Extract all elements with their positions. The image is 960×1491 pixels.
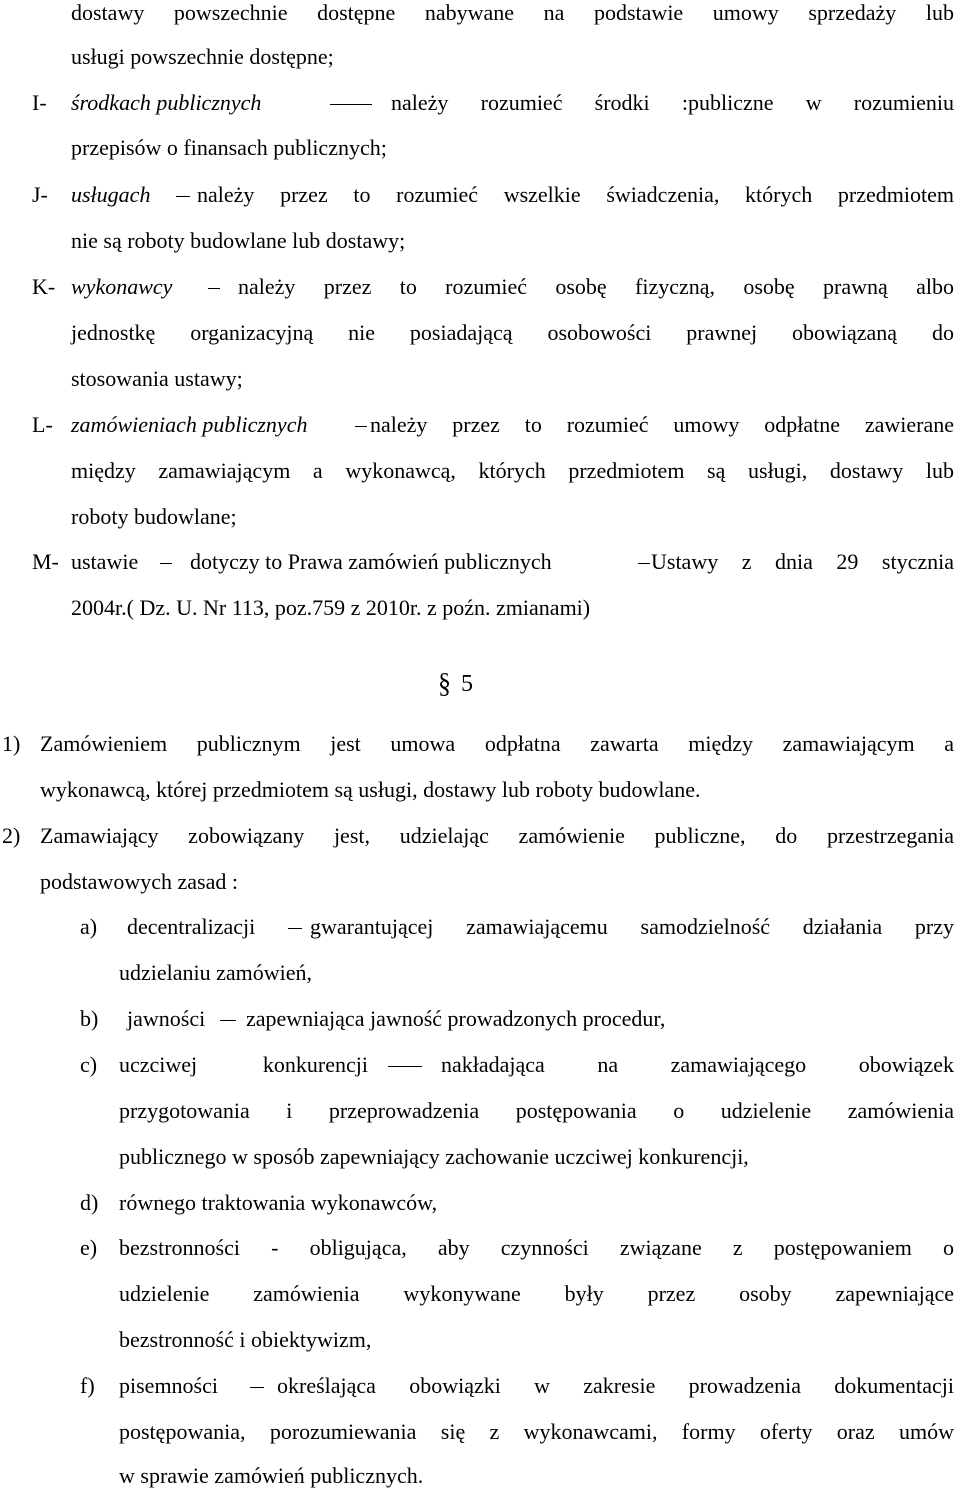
item-marker: K- [32, 274, 56, 299]
defined-term: zamówieniach publicznych [71, 412, 308, 437]
principle-continuation [0, 958, 960, 988]
section-sign: § [438, 667, 451, 700]
definition-continuation [0, 502, 960, 532]
point-continuation [0, 775, 960, 805]
text-line: usługi powszechnie dostępne; [71, 44, 334, 69]
text-line: Zamawiający zobowiązany jest, udzielając zamówienie publiczne, do przestrzegania [40, 823, 954, 848]
principle-continuation [0, 1417, 960, 1447]
text-line: przepisów o finansach publicznych; [71, 135, 387, 160]
definition-continuation [0, 0, 960, 28]
principle-item [0, 1188, 960, 1218]
text-line: gwarantującej zamawiającemu samodzielność działania przy [310, 914, 954, 939]
item-marker: J- [32, 182, 48, 207]
principle-continuation [0, 1461, 960, 1491]
em-dash [330, 104, 372, 105]
text-line: jednostkę organizacyjną nie posiadającą osobowości prawnej obowiązaną do [71, 320, 954, 345]
item-marker: M- [32, 549, 59, 574]
text-line: publicznego w sposób zapewniający zachowanie uczciwej konkurencji, [119, 1144, 749, 1169]
principle-item [0, 1233, 960, 1263]
principle-item [0, 1050, 960, 1080]
text-line: należy przez to rozumieć wszelkie świadczenia, których przedmiotem [197, 182, 954, 207]
text-line: postępowania, porozumiewania się z wykonawcami, formy oferty oraz umów [119, 1419, 954, 1444]
defined-term: ustawie [71, 549, 139, 574]
principle-marker: c) [80, 1052, 98, 1077]
point-marker: 2) [2, 823, 21, 848]
text-line: należy rozumieć środki :publiczne w rozumieniu [391, 90, 954, 115]
em-dash [250, 1387, 264, 1388]
definition-continuation [0, 364, 960, 394]
principle-marker: f) [80, 1373, 95, 1398]
definition-continuation [0, 593, 960, 623]
principle-marker: d) [80, 1190, 99, 1215]
defined-term: środkach publicznych [71, 90, 262, 115]
principle-marker: e) [80, 1235, 98, 1260]
definition-item [0, 180, 960, 210]
point-continuation [0, 867, 960, 897]
text-line: Zamówieniem publicznym jest umowa odpłatna zawarta między zamawiającym a [40, 731, 954, 756]
definition-continuation [0, 226, 960, 256]
text-line: udzielenie zamówienia wykonywane były przez osoby zapewniające [119, 1281, 954, 1306]
section-heading [438, 667, 473, 701]
text-line: udzielaniu zamówień, [119, 960, 313, 985]
principle-name: decentralizacji [127, 914, 256, 939]
numbered-point [0, 821, 960, 851]
principle-name: jawności [127, 1006, 206, 1031]
em-dash [388, 1066, 422, 1067]
defined-term: wykonawcy [71, 274, 173, 299]
principle-item [0, 1004, 960, 1034]
text-line: zapewniająca jawność prowadzonych procedur, [246, 1006, 666, 1031]
text-line: bezstronności - obligująca, aby czynności związane z postępowaniem o [119, 1235, 954, 1260]
text-line: w sprawie zamówień publicznych. [119, 1463, 424, 1488]
definition-continuation [0, 318, 960, 348]
text-line: bezstronność i obiektywizm, [119, 1327, 372, 1352]
text-line: równego traktowania wykonawców, [119, 1190, 438, 1215]
item-marker: L- [32, 412, 53, 437]
definition-continuation [0, 42, 960, 72]
principle-continuation [0, 1096, 960, 1126]
principle-continuation [0, 1279, 960, 1309]
em-dash [288, 928, 302, 929]
text-line: nakładająca na zamawiającego obowiązek [441, 1052, 954, 1077]
principle-name: pisemności [119, 1373, 218, 1398]
text-line: przygotowania i przeprowadzenia postępowania o udzielenie zamówienia [119, 1098, 954, 1123]
item-marker: I- [32, 90, 47, 115]
definition-item [0, 272, 960, 302]
em-dash [355, 426, 367, 427]
section-number: 5 [461, 671, 473, 697]
em-dash [208, 288, 220, 289]
text-line: dostawy powszechnie dostępne nabywane na podstawie umowy sprzedaży lub [71, 0, 954, 25]
text-line: stosowania ustawy; [71, 366, 243, 391]
principle-marker: a) [80, 914, 98, 939]
definition-continuation [0, 133, 960, 163]
text-line: 2004r.( Dz. U. Nr 113, poz.759 z 2010r. z poźn. zmianami) [71, 595, 591, 620]
text-line: określająca obowiązki w zakresie prowadzenia dokumentacji [277, 1373, 954, 1398]
em-dash [638, 563, 650, 564]
text-line: nie są roboty budowlane lub dostawy; [71, 228, 406, 253]
definition-item [0, 547, 960, 577]
text-line: wykonawcą, której przedmiotem są usługi, dostawy lub roboty budowlane. [40, 777, 701, 802]
point-marker: 1) [2, 731, 21, 756]
principle-item [0, 912, 960, 942]
text-line: należy przez to rozumieć umowy odpłatne zawierane [370, 412, 954, 437]
definition-item [0, 410, 960, 440]
text-line: Ustawy z dnia 29 stycznia [651, 549, 954, 574]
text-line: podstawowych zasad : [40, 869, 238, 894]
text-line: roboty budowlane; [71, 504, 237, 529]
em-dash [176, 196, 190, 197]
text-line: należy przez to rozumieć osobę fizyczną, osobę prawną albo [238, 274, 954, 299]
text-line: między zamawiającym a wykonawcą, których przedmiotem są usługi, dostawy lub [71, 458, 954, 483]
text-line: dotyczy to Prawa zamówień publicznych [190, 549, 552, 574]
defined-term: usługach [71, 182, 151, 207]
principle-name: uczciwej konkurencji [119, 1052, 368, 1077]
principle-continuation [0, 1142, 960, 1172]
definition-continuation [0, 456, 960, 486]
numbered-point [0, 729, 960, 759]
em-dash [220, 1020, 236, 1021]
principle-marker: b) [80, 1006, 99, 1031]
principle-continuation [0, 1325, 960, 1355]
em-dash [160, 563, 172, 564]
principle-item [0, 1371, 960, 1401]
definition-item [0, 88, 960, 118]
